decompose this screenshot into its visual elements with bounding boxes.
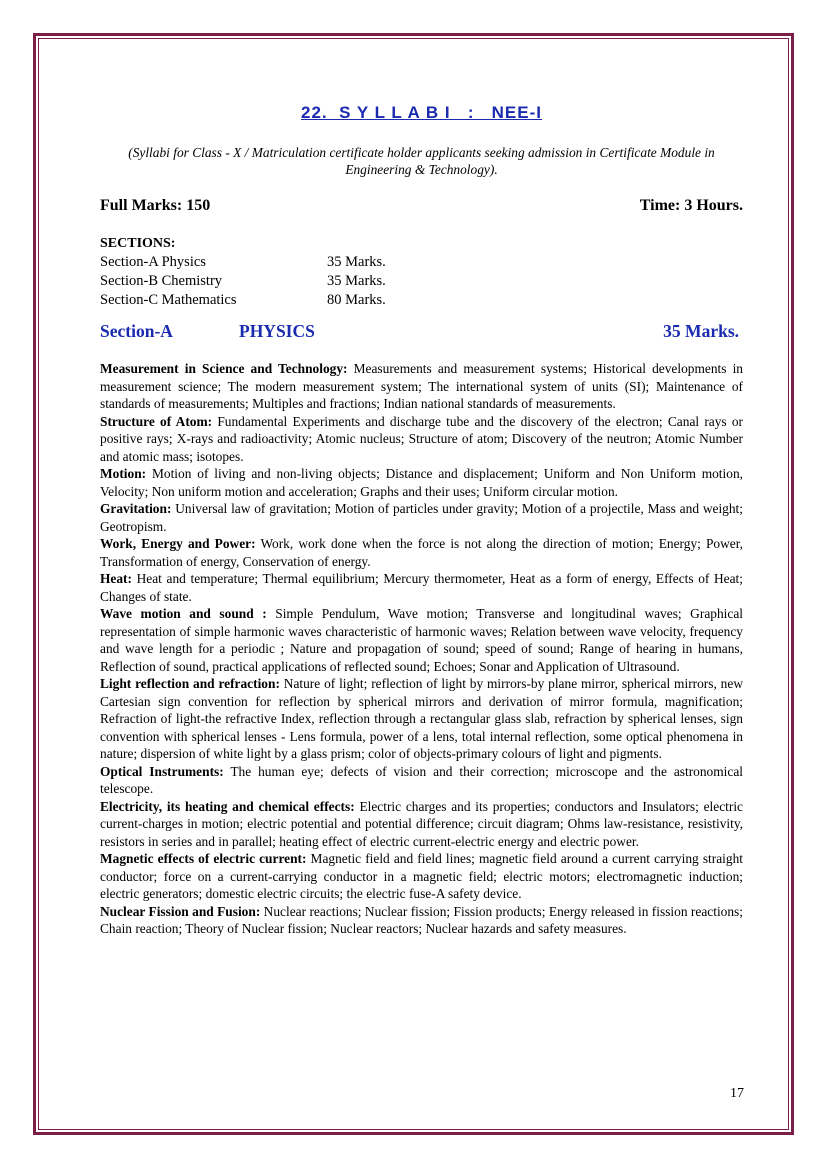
topic-heading: Structure of Atom:	[100, 413, 213, 429]
topic-heading: Motion:	[100, 466, 147, 481]
page-title: 22. S Y L L A B I : NEE-I	[301, 103, 542, 122]
topic-heading: Nuclear Fission and Fusion:	[100, 903, 261, 919]
topic-heading: Heat:	[100, 571, 132, 586]
section-name: Section-B Chemistry	[100, 273, 223, 289]
physics-section-title: PHYSICS	[239, 321, 315, 341]
sections-list	[100, 234, 743, 310]
topic-text: Work, work done when the force is not along the direction of motion; Energy; Power, Transformation of energy, Conservation of energy.	[100, 536, 743, 569]
topic-paragraph	[100, 798, 743, 851]
full-marks: Full Marks: 150	[100, 197, 211, 214]
section-marks: 80 Marks.	[327, 292, 386, 308]
topic-heading: Light reflection and refraction:	[100, 676, 280, 691]
topic-paragraph	[100, 535, 743, 570]
topic-heading: Magnetic effects of electric current:	[100, 851, 307, 866]
section-row	[100, 291, 743, 310]
topic-text: Measurements and measurement systems; Historical developments in measurement science; The modern measurement system; The international system of units (SI); Maintenance of standards of measurements; Multiples and fractions; Indian national standards of measurements.	[100, 361, 744, 411]
topic-text: Fundamental Experiments and discharge tube and the discovery of the electron; Canal rays or positive rays; X-rays and radioactivity; Atomic nucleus; Structure of atom; Discovery of the neutron; Atomic Number and atomic mass; isotopes.	[100, 413, 744, 464]
topic-paragraph	[100, 850, 743, 903]
section-row	[100, 272, 743, 291]
marks-time-row	[100, 197, 743, 215]
topic-paragraph	[100, 763, 743, 798]
topic-paragraph	[100, 903, 743, 938]
topic-paragraph	[100, 570, 743, 605]
topic-paragraph	[100, 465, 743, 500]
physics-section-header	[100, 321, 743, 342]
section-name: Section-C Mathematics	[100, 292, 237, 308]
section-name: Section-A Physics	[100, 254, 206, 270]
topic-heading: Gravitation:	[100, 501, 172, 516]
topic-text: Nuclear reactions; Nuclear fission; Fission products; Energy released in fission reactions; Chain reaction; Theory of Nuclear fission; Nuclear reactors; Nuclear hazards and safety measures.	[100, 903, 743, 936]
page-number: 17	[730, 1086, 744, 1101]
topic-text: The human eye; defects of vision and their correction; microscope and the astronomical telescope.	[100, 763, 743, 796]
subtitle: (Syllabi for Class - X / Matriculation certificate holder applicants seeking admission in Certificate Module in Engineering & Technology).	[128, 145, 715, 177]
physics-section-label: Section-A	[100, 321, 173, 341]
topic-paragraph	[100, 500, 743, 535]
topic-heading: Electricity, its heating and chemical effects:	[100, 798, 355, 814]
topic-text: Simple Pendulum, Wave motion; Transverse and longitudinal waves; Graphical representation of simple harmonic waves characteristic of harmonic waves; Relation between wave velocity, frequency and wave length for a periodic ; Nature and propagation of sound; speed of sound; Range of hearing in humans, Reflection of sound, practical applications of reflected sound; Echoes; Sonar and Application of Ultrasound.	[100, 606, 743, 674]
topic-text: Heat and temperature; Thermal equilibrium; Mercury thermometer, Heat as a form of energy, Effects of Heat; Changes of state.	[100, 571, 743, 604]
physics-section-marks: 35 Marks.	[663, 321, 739, 341]
section-marks: 35 Marks.	[327, 254, 386, 270]
exam-time: Time: 3 Hours.	[639, 197, 743, 214]
topic-paragraph	[100, 413, 743, 466]
topic-text: Nature of light; reflection of light by mirrors-by plane mirror, spherical mirrors, new Cartesian sign convention for reflection by spherical mirrors and derivation of mirror formula, magnification; Refraction of light-the refractive Index, reflection through a rectangular glass slab, refraction by spherical lenses, sign convention with spherical lenses - Lens formula, power of a lens, total internal reflection, some optical phenomena in nature; dispersion of white light by a glass prism; color of objects-primary colours of light and pigments.	[100, 676, 743, 761]
sections-heading: SECTIONS:	[100, 236, 176, 251]
section-marks: 35 Marks.	[327, 273, 386, 289]
section-row	[100, 253, 743, 272]
topic-heading: Work, Energy and Power:	[100, 536, 256, 551]
topic-text: Electric charges and its properties; conductors and Insulators; electric current-charges in motion; electric potential and potential difference; circuit diagram; Ohms law-resistance, resistivity, resistors in series and in parallel; heating effect of electric current-electric energy and electric power.	[100, 798, 743, 849]
topic-paragraph	[100, 675, 743, 763]
topic-text: Motion of living and non-living objects; Distance and displacement; Uniform and Non Uniform motion, Velocity; Non uniform motion and acceleration; Graphs and their uses; Uniform circular motion.	[100, 466, 743, 499]
topic-text: Magnetic field and field lines; magnetic field around a current carrying straight conductor; force on a current-carrying conductor in a magnetic field; electric motors; electromagnetic induction; electric generators; domestic electric circuits; the electric fuse-A safety device.	[100, 851, 743, 901]
topic-text: Universal law of gravitation; Motion of particles under gravity; Motion of a projectile, Mass and weight; Geotropism.	[100, 501, 743, 534]
physics-topics	[100, 360, 743, 938]
topic-heading: Wave motion and sound :	[100, 606, 267, 621]
topic-heading: Optical Instruments:	[100, 763, 224, 779]
topic-paragraph	[100, 605, 743, 675]
document-body	[100, 100, 743, 938]
topic-heading: Measurement in Science and Technology:	[100, 361, 348, 376]
topic-paragraph	[100, 360, 743, 413]
